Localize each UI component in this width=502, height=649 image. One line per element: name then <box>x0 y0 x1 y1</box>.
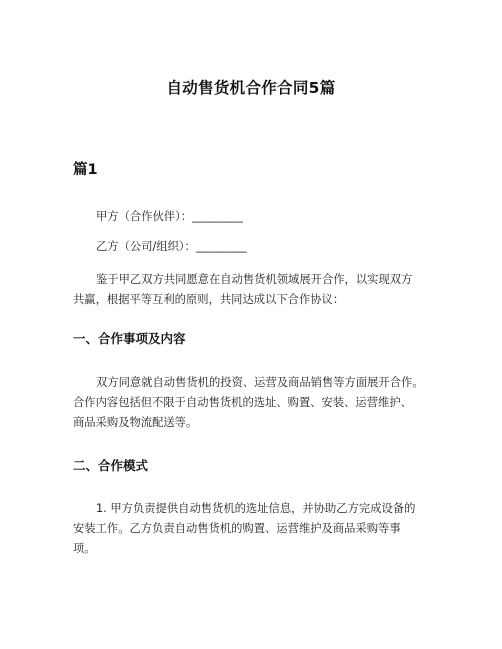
clause-1-paragraph <box>73 373 433 433</box>
clause-1-line-3: 商品采购及物流配送等。 <box>73 416 198 429</box>
party-b-line <box>73 237 433 257</box>
preamble-line-2: 共赢，根据平等互利的原则，共同达成以下合作协议： <box>73 293 345 306</box>
preamble-line-1: 鉴于甲乙双方共同愿意在自动售货机领域展开合作，以实现双方 <box>96 273 413 286</box>
clause-2-line-2: 安装工作。乙方负责自动售货机的购置、运营维护及商品采购等事 <box>73 522 401 535</box>
heading-cooperation-items: 一、合作事项及内容 <box>73 331 186 346</box>
section-title: 篇1 <box>73 162 98 178</box>
party-a-text: 甲方（合作伙伴）：_________ <box>96 210 243 223</box>
preamble-paragraph <box>73 270 433 310</box>
clause-2-paragraph <box>73 499 433 559</box>
clause-2-line-3: 项。 <box>73 542 96 555</box>
party-a-line <box>73 207 433 227</box>
heading-cooperation-mode: 二、合作模式 <box>73 458 149 473</box>
clause-1-line-2: 合作内容包括但不限于自动售货机的选址、购置、安装、运营维护、 <box>73 396 412 409</box>
document-title: 自动售货机合作合同5篇 <box>166 79 336 97</box>
party-b-text: 乙方（公司/组织）：_________ <box>96 240 247 253</box>
clause-1-line-1: 双方同意就自动售货机的投资、运营及商品销售等方面展开合作。 <box>96 376 424 389</box>
clause-2-line-1: 1. 甲方负责提供自动售货机的选址信息，并协助乙方完成设备的 <box>96 502 416 515</box>
